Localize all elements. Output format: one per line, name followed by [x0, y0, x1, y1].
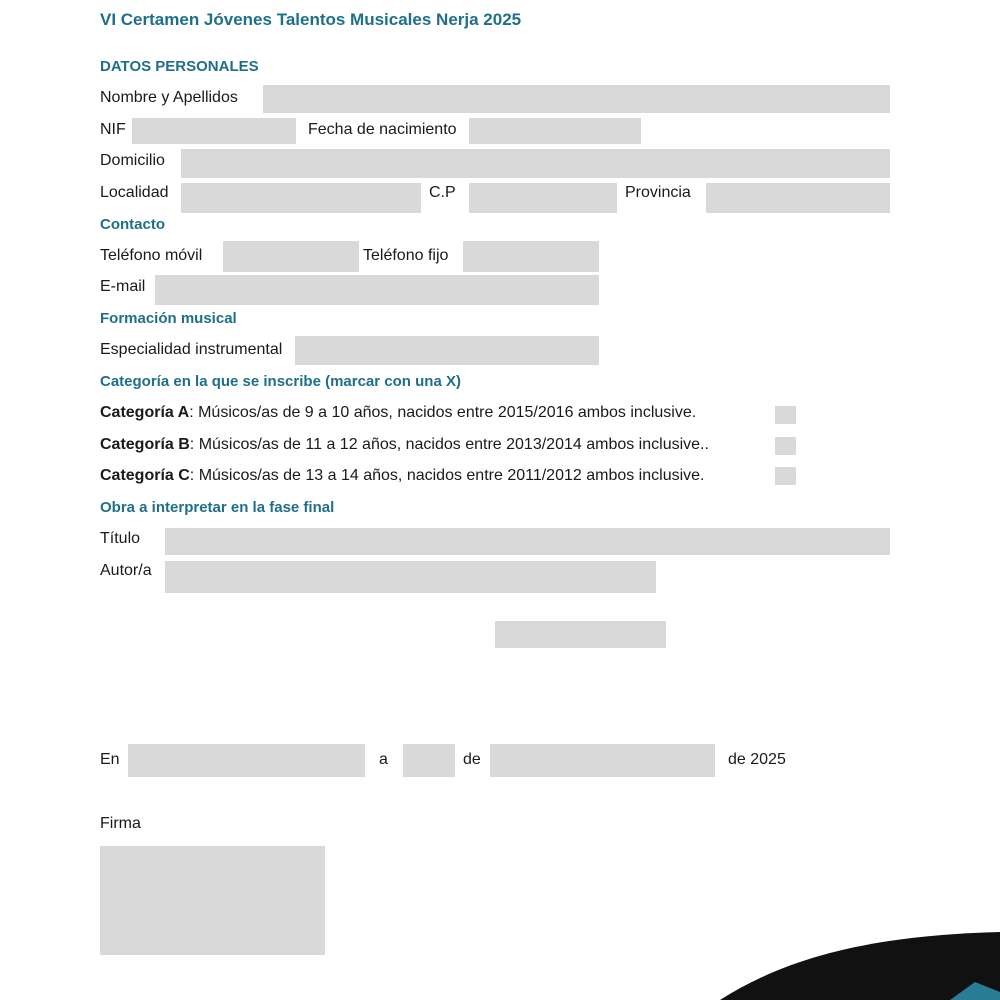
- instrument-label: Especialidad instrumental: [100, 341, 283, 358]
- province-field[interactable]: [706, 183, 890, 213]
- category-a-desc: : Músicos/as de 9 a 10 años, nacidos entre 2015/2016 ambos inclusive.: [189, 404, 697, 421]
- category-b-name: Categoría B: [100, 436, 190, 453]
- category-c-checkbox[interactable]: [775, 467, 796, 485]
- full-name-field[interactable]: [263, 85, 890, 113]
- category-a-text: [100, 404, 696, 422]
- section-contact-heading: Contacto: [100, 216, 165, 233]
- birth-date-label: Fecha de nacimiento: [308, 121, 457, 138]
- signature-field[interactable]: [100, 846, 325, 955]
- signature-label: Firma: [100, 815, 141, 832]
- place-field[interactable]: [128, 744, 365, 777]
- category-b-checkbox[interactable]: [775, 437, 796, 455]
- instrument-field[interactable]: [295, 336, 599, 365]
- mobile-field[interactable]: [223, 241, 359, 272]
- nif-field[interactable]: [132, 118, 296, 144]
- extra-field[interactable]: [495, 621, 666, 648]
- address-field[interactable]: [181, 149, 890, 178]
- year-label: de 2025: [728, 751, 786, 768]
- landline-label: Teléfono fijo: [363, 247, 449, 264]
- landline-field[interactable]: [463, 241, 599, 272]
- category-c-name: Categoría C: [100, 467, 190, 484]
- month-field[interactable]: [490, 744, 715, 777]
- corner-swoosh-graphic: [700, 930, 1000, 1000]
- birth-date-field[interactable]: [469, 118, 641, 144]
- mobile-label: Teléfono móvil: [100, 247, 203, 264]
- day-label: a: [379, 751, 388, 768]
- address-label: Domicilio: [100, 152, 165, 169]
- month-label: de: [463, 751, 481, 768]
- section-training-heading: Formación musical: [100, 310, 237, 327]
- section-piece-heading: Obra a interpretar en la fase final: [100, 499, 335, 516]
- category-c-desc: : Músicos/as de 13 a 14 años, nacidos entre 2011/2012 ambos inclusive.: [189, 467, 705, 484]
- category-a-checkbox[interactable]: [775, 406, 796, 424]
- page-title: VI Certamen Jóvenes Talentos Musicales Nerja 2025: [100, 10, 522, 29]
- email-label: E-mail: [100, 278, 146, 295]
- day-field[interactable]: [403, 744, 455, 777]
- author-field[interactable]: [165, 561, 656, 593]
- postal-code-label: C.P: [429, 184, 456, 201]
- category-b-text: [100, 436, 709, 454]
- nif-label: NIF: [100, 121, 126, 138]
- author-label: Autor/a: [100, 562, 152, 579]
- category-c-text: [100, 467, 704, 485]
- section-category-heading: Categoría en la que se inscribe (marcar con una X): [100, 373, 461, 390]
- city-field[interactable]: [181, 183, 421, 213]
- piece-title-field[interactable]: [165, 528, 890, 555]
- full-name-label: Nombre y Apellidos: [100, 89, 238, 106]
- province-label: Provincia: [625, 184, 691, 201]
- place-label: En: [100, 751, 120, 768]
- section-personal-heading: DATOS PERSONALES: [100, 58, 259, 75]
- corner-dark-shape: [720, 932, 1000, 1000]
- postal-code-field[interactable]: [469, 183, 617, 213]
- category-a-name: Categoría A: [100, 404, 190, 421]
- corner-decoration: [700, 930, 1000, 1000]
- email-field[interactable]: [155, 275, 599, 305]
- category-b-desc: : Músicos/as de 11 a 12 años, nacidos entre 2013/2014 ambos inclusive..: [189, 436, 709, 453]
- piece-title-label: Título: [100, 530, 141, 547]
- city-label: Localidad: [100, 184, 169, 201]
